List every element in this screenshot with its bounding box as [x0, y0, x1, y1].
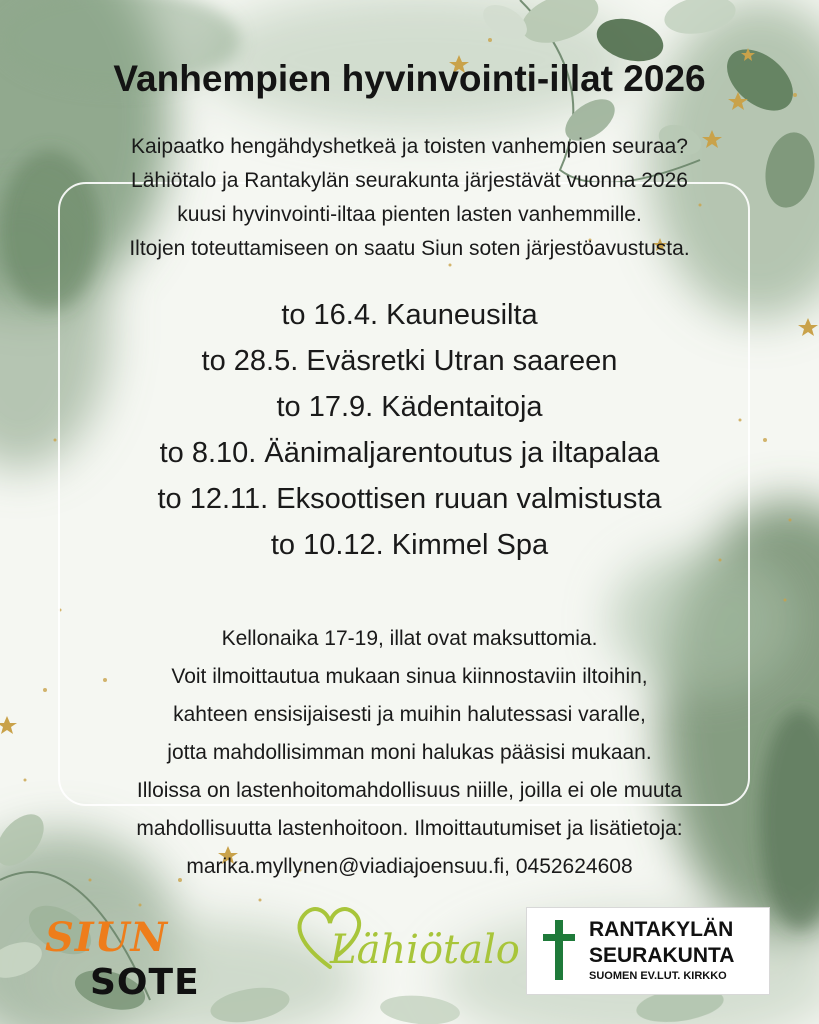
rantakyla-logo-line3: SUOMEN EV.LUT. KIRKKO: [589, 970, 727, 982]
event-item: to 10.12. Kimmel Spa: [270, 529, 549, 561]
rantakyla-logo-line2: SEURAKUNTA: [589, 944, 735, 967]
info-line: Kellonaika 17-19, illat ovat maksuttomia.: [221, 627, 598, 650]
event-item: to 28.5. Eväsretki Utran saareen: [201, 345, 618, 377]
lahiotalo-logo: [290, 897, 520, 997]
siun-sote-logo-line2: SOTE: [90, 962, 200, 1003]
poster-title: Vanhempien hyvinvointi-illat 2026: [113, 58, 706, 99]
event-item: to 16.4. Kauneusilta: [281, 299, 538, 331]
info-line: kahteen ensisijaisesti ja muihin halutessasi varalle,: [173, 703, 646, 726]
intro-line: kuusi hyvinvointi-iltaa pienten lasten vanhemmille.: [177, 203, 642, 226]
rantakyla-logo-line1: RANTAKYLÄN: [589, 918, 734, 941]
siun-sote-logo-line1: SIUN: [45, 914, 169, 961]
rantakyla-seurakunta-logo: [526, 907, 770, 995]
event-item: to 12.11. Eksoottisen ruuan valmistusta: [157, 483, 662, 515]
intro-line: Iltojen toteuttamiseen on saatu Siun soten järjestöavustusta.: [129, 237, 690, 260]
siun-sote-logo: [40, 910, 215, 1005]
info-paragraph: [40, 620, 779, 886]
intro-line: Lähiötalo ja Rantakylän seurakunta järjestävät vuonna 2026: [131, 169, 688, 192]
info-line: Voit ilmoittautua mukaan sinua kiinnostaviin iltoihin,: [171, 665, 648, 688]
intro-paragraph: [50, 130, 769, 266]
lahiotalo-logo-text: Lähiötalo: [330, 927, 520, 973]
intro-line: Kaipaatko hengähdyshetkeä ja toisten vanhempien seuraa?: [131, 135, 688, 158]
contact-line: marika.myllynen@viadiajoensuu.fi, 0452624608: [186, 855, 633, 878]
cross-icon: [539, 916, 579, 986]
info-line: mahdollisuutta lastenhoitoon. Ilmoittautumiset ja lisätietoja:: [136, 817, 683, 840]
event-list: [0, 292, 819, 568]
info-line: Illoissa on lastenhoitomahdollisuus niille, joilla ei ole muuta: [136, 779, 683, 802]
info-line: jotta mahdollisimman moni halukas pääsisi mukaan.: [167, 741, 652, 764]
event-item: to 17.9. Kädentaitoja: [276, 391, 543, 423]
event-item: to 8.10. Äänimaljarentoutus ja iltapalaa: [159, 437, 660, 469]
